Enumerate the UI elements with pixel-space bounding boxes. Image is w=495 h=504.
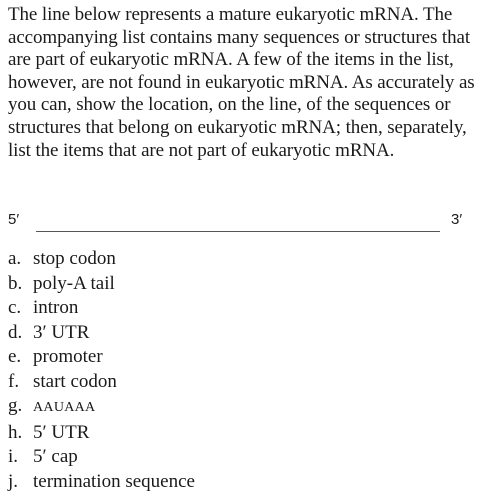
mrna-line-diagram [8, 210, 488, 232]
item-letter: c. [8, 297, 22, 318]
list-item [8, 421, 195, 446]
item-text: start codon [33, 370, 117, 392]
item-letter: d. [8, 321, 23, 343]
five-prime-label: 5′ [8, 211, 20, 228]
item-text: poly-A tail [33, 272, 115, 294]
item-text: AAUAAA [33, 400, 96, 415]
item-letter: f. [8, 370, 20, 392]
item-text: stop codon [33, 248, 116, 269]
question-text: The line below represents a mature eukaryotic mRNA. The accompanying list contains many sequences or structures that are part of eukaryotic mRNA. A few of the items in the list, however, are not found in eukaryotic mRNA. As accurately as you can, show the location, on the line, of the sequences or structures that belong on eukaryotic mRNA; then, separately, list the items that are not part of eukaryotic mRNA. [8, 4, 475, 161]
item-letter: h. [8, 421, 23, 443]
three-prime-label: 3′ [451, 211, 463, 228]
mrna-line [36, 231, 440, 232]
list-item [8, 445, 195, 470]
list-item [8, 345, 195, 370]
item-letter: i. [8, 446, 19, 467]
item-list [8, 247, 195, 494]
item-letter: b. [8, 272, 23, 294]
list-item [8, 370, 195, 395]
item-text: intron [33, 297, 79, 318]
item-letter: g. [8, 395, 23, 416]
item-text: 3′ UTR [33, 321, 90, 343]
item-letter: e. [8, 346, 22, 367]
item-text: 5′ UTR [33, 421, 90, 443]
list-item [8, 321, 195, 346]
list-item [8, 470, 195, 495]
item-text: 5′ cap [33, 446, 78, 467]
list-item [8, 296, 195, 321]
list-item [8, 247, 195, 272]
item-text: termination sequence [33, 470, 195, 492]
list-item [8, 394, 195, 421]
item-letter: j. [8, 470, 19, 492]
item-text: promoter [33, 346, 103, 367]
list-item [8, 272, 195, 297]
item-letter: a. [8, 248, 22, 269]
